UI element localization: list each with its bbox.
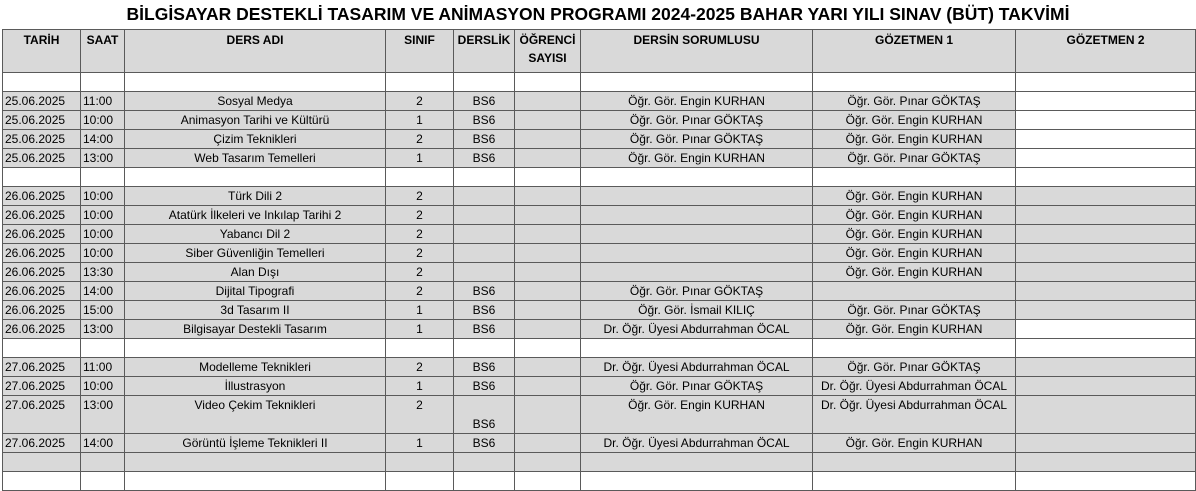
cell-gozetmen2	[1016, 225, 1196, 244]
cell-derslik	[454, 263, 515, 282]
table-row	[3, 434, 1196, 453]
cell-sorumlu: Öğr. Gör. Pınar GÖKTAŞ	[581, 111, 813, 130]
table-row	[3, 263, 1196, 282]
cell-tarih: 25.06.2025	[3, 111, 81, 130]
cell-ders-adi: Çizim Teknikleri	[125, 130, 386, 149]
cell-derslik: BS6	[454, 396, 515, 434]
cell-saat: 14:00	[81, 434, 125, 453]
table-row	[3, 130, 1196, 149]
table-row	[3, 149, 1196, 168]
cell-ders-adi: Video Çekim Teknikleri	[125, 396, 386, 434]
cell-gozetmen1: Öğr. Gör. Engin KURHAN	[813, 206, 1016, 225]
cell-gozetmen2	[1016, 149, 1196, 168]
cell-sinif: 2	[386, 92, 454, 111]
header-row	[3, 30, 1196, 73]
cell-derslik: BS6	[454, 282, 515, 301]
table-cell	[1016, 73, 1196, 92]
cell-ogrenci-sayisi	[515, 377, 581, 396]
table-cell	[386, 73, 454, 92]
cell-sinif: 1	[386, 301, 454, 320]
cell-derslik: BS6	[454, 92, 515, 111]
cell-saat: 10:00	[81, 377, 125, 396]
cell-ders-adi: Yabancı Dil 2	[125, 225, 386, 244]
table-cell	[1016, 472, 1196, 491]
cell-gozetmen1: Öğr. Gör. Engin KURHAN	[813, 263, 1016, 282]
table-cell	[813, 453, 1016, 472]
cell-derslik	[454, 244, 515, 263]
cell-saat: 10:00	[81, 111, 125, 130]
exam-schedule-table	[2, 29, 1196, 491]
table-cell	[515, 339, 581, 358]
cell-derslik: BS6	[454, 358, 515, 377]
cell-ders-adi: Türk Dili 2	[125, 187, 386, 206]
header-derslik: DERSLİK	[454, 30, 515, 73]
cell-ogrenci-sayisi	[515, 149, 581, 168]
cell-gozetmen2	[1016, 377, 1196, 396]
cell-tarih: 26.06.2025	[3, 282, 81, 301]
cell-ogrenci-sayisi	[515, 130, 581, 149]
cell-derslik: BS6	[454, 434, 515, 453]
cell-saat: 10:00	[81, 244, 125, 263]
table-cell	[813, 73, 1016, 92]
table-cell	[515, 73, 581, 92]
cell-derslik: BS6	[454, 111, 515, 130]
cell-ders-adi: Modelleme Teknikleri	[125, 358, 386, 377]
table-cell	[581, 73, 813, 92]
cell-ogrenci-sayisi	[515, 111, 581, 130]
cell-sinif: 2	[386, 263, 454, 282]
header-ogrenci-sayisi	[515, 30, 581, 73]
cell-sorumlu: Dr. Öğr. Üyesi Abdurrahman ÖCAL	[581, 320, 813, 339]
cell-gozetmen1: Öğr. Gör. Engin KURHAN	[813, 434, 1016, 453]
header-ogrenci-line1: ÖĞRENCİ	[519, 33, 576, 47]
table-cell	[81, 472, 125, 491]
table-cell	[125, 73, 386, 92]
cell-sinif: 2	[386, 358, 454, 377]
cell-tarih: 27.06.2025	[3, 358, 81, 377]
table-cell	[81, 73, 125, 92]
cell-ogrenci-sayisi	[515, 244, 581, 263]
table-cell	[813, 339, 1016, 358]
cell-saat: 14:00	[81, 130, 125, 149]
cell-saat: 13:30	[81, 263, 125, 282]
cell-tarih: 25.06.2025	[3, 149, 81, 168]
cell-sorumlu	[581, 225, 813, 244]
cell-sorumlu: Dr. Öğr. Üyesi Abdurrahman ÖCAL	[581, 358, 813, 377]
cell-ogrenci-sayisi	[515, 206, 581, 225]
table-cell	[1016, 339, 1196, 358]
table-cell	[454, 168, 515, 187]
cell-gozetmen1: Dr. Öğr. Üyesi Abdurrahman ÖCAL	[813, 396, 1016, 434]
cell-derslik: BS6	[454, 377, 515, 396]
cell-sorumlu	[581, 187, 813, 206]
cell-derslik: BS6	[454, 149, 515, 168]
table-row	[3, 301, 1196, 320]
cell-sorumlu: Öğr. Gör. Pınar GÖKTAŞ	[581, 377, 813, 396]
table-row	[3, 206, 1196, 225]
cell-ders-adi: Bilgisayar Destekli Tasarım	[125, 320, 386, 339]
cell-ogrenci-sayisi	[515, 92, 581, 111]
cell-sinif: 2	[386, 244, 454, 263]
cell-derslik	[454, 187, 515, 206]
cell-ogrenci-sayisi	[515, 434, 581, 453]
cell-gozetmen1	[813, 282, 1016, 301]
cell-gozetmen1: Öğr. Gör. Engin KURHAN	[813, 111, 1016, 130]
table-row	[3, 377, 1196, 396]
cell-ders-adi: İllustrasyon	[125, 377, 386, 396]
header-tarih: TARİH	[3, 30, 81, 73]
cell-sinif: 1	[386, 149, 454, 168]
table-cell	[515, 168, 581, 187]
cell-tarih: 26.06.2025	[3, 244, 81, 263]
table-cell	[581, 472, 813, 491]
cell-sorumlu	[581, 206, 813, 225]
cell-sorumlu: Öğr. Gör. Engin KURHAN	[581, 92, 813, 111]
cell-ders-adi: Web Tasarım Temelleri	[125, 149, 386, 168]
table-row	[3, 244, 1196, 263]
cell-gozetmen1: Öğr. Gör. Engin KURHAN	[813, 225, 1016, 244]
cell-gozetmen1: Öğr. Gör. Engin KURHAN	[813, 130, 1016, 149]
table-cell	[125, 453, 386, 472]
cell-sinif: 2	[386, 206, 454, 225]
cell-gozetmen1: Öğr. Gör. Pınar GÖKTAŞ	[813, 92, 1016, 111]
table-row	[3, 187, 1196, 206]
cell-ders-adi: Alan Dışı	[125, 263, 386, 282]
cell-gozetmen1: Öğr. Gör. Engin KURHAN	[813, 187, 1016, 206]
cell-ders-adi: Görüntü İşleme Teknikleri II	[125, 434, 386, 453]
cell-gozetmen2	[1016, 244, 1196, 263]
table-cell	[125, 472, 386, 491]
cell-tarih: 26.06.2025	[3, 301, 81, 320]
table-cell	[581, 339, 813, 358]
cell-sinif: 2	[386, 187, 454, 206]
cell-gozetmen2	[1016, 434, 1196, 453]
table-cell	[454, 453, 515, 472]
header-gozetmen1: GÖZETMEN 1	[813, 30, 1016, 73]
table-cell	[1016, 453, 1196, 472]
cell-tarih: 27.06.2025	[3, 396, 81, 434]
table-cell	[581, 453, 813, 472]
cell-ogrenci-sayisi	[515, 263, 581, 282]
table-cell	[813, 472, 1016, 491]
cell-gozetmen2	[1016, 111, 1196, 130]
cell-tarih: 26.06.2025	[3, 263, 81, 282]
cell-sinif: 1	[386, 377, 454, 396]
cell-tarih: 25.06.2025	[3, 130, 81, 149]
cell-ders-adi: Sosyal Medya	[125, 92, 386, 111]
table-cell	[3, 453, 81, 472]
table-cell	[81, 453, 125, 472]
cell-gozetmen2	[1016, 320, 1196, 339]
table-cell	[3, 73, 81, 92]
header-sinif: SINIF	[386, 30, 454, 73]
cell-gozetmen1: Dr. Öğr. Üyesi Abdurrahman ÖCAL	[813, 377, 1016, 396]
cell-derslik: BS6	[454, 320, 515, 339]
cell-tarih: 27.06.2025	[3, 377, 81, 396]
table-cell	[125, 168, 386, 187]
table-cell	[454, 339, 515, 358]
cell-saat: 11:00	[81, 358, 125, 377]
table-cell	[813, 168, 1016, 187]
cell-gozetmen2	[1016, 301, 1196, 320]
cell-sinif: 2	[386, 282, 454, 301]
cell-ders-adi: 3d Tasarım II	[125, 301, 386, 320]
table-row	[3, 225, 1196, 244]
cell-ders-adi: Dijital Tipografi	[125, 282, 386, 301]
table-cell	[454, 472, 515, 491]
cell-saat: 14:00	[81, 282, 125, 301]
blank-row	[3, 453, 1196, 472]
cell-sorumlu: Öğr. Gör. İsmail KILIÇ	[581, 301, 813, 320]
header-ders-adi: DERS ADI	[125, 30, 386, 73]
table-cell	[515, 453, 581, 472]
cell-sorumlu: Dr. Öğr. Üyesi Abdurrahman ÖCAL	[581, 434, 813, 453]
table-cell	[515, 472, 581, 491]
cell-gozetmen1: Öğr. Gör. Pınar GÖKTAŞ	[813, 149, 1016, 168]
table-row	[3, 111, 1196, 130]
cell-gozetmen2	[1016, 92, 1196, 111]
cell-sinif: 2	[386, 396, 454, 434]
cell-ogrenci-sayisi	[515, 396, 581, 434]
cell-sorumlu	[581, 263, 813, 282]
cell-saat: 11:00	[81, 92, 125, 111]
header-gozetmen2: GÖZETMEN 2	[1016, 30, 1196, 73]
cell-saat: 13:00	[81, 320, 125, 339]
header-ogrenci-line2: SAYISI	[528, 51, 567, 65]
cell-saat: 13:00	[81, 149, 125, 168]
table-cell	[81, 339, 125, 358]
cell-sinif: 1	[386, 434, 454, 453]
blank-row	[3, 73, 1196, 92]
cell-gozetmen1: Öğr. Gör. Pınar GÖKTAŞ	[813, 301, 1016, 320]
cell-ogrenci-sayisi	[515, 301, 581, 320]
cell-sorumlu: Öğr. Gör. Pınar GÖKTAŞ	[581, 130, 813, 149]
table-cell	[3, 472, 81, 491]
cell-derslik	[454, 206, 515, 225]
cell-sinif: 1	[386, 111, 454, 130]
table-cell	[386, 453, 454, 472]
cell-gozetmen1: Öğr. Gör. Pınar GÖKTAŞ	[813, 358, 1016, 377]
cell-tarih: 25.06.2025	[3, 92, 81, 111]
cell-gozetmen2	[1016, 282, 1196, 301]
cell-ders-adi: Animasyon Tarihi ve Kültürü	[125, 111, 386, 130]
cell-sinif: 1	[386, 320, 454, 339]
cell-sorumlu	[581, 244, 813, 263]
cell-saat: 15:00	[81, 301, 125, 320]
cell-saat: 10:00	[81, 206, 125, 225]
table-cell	[386, 339, 454, 358]
cell-sorumlu: Öğr. Gör. Pınar GÖKTAŞ	[581, 282, 813, 301]
cell-sorumlu: Öğr. Gör. Engin KURHAN	[581, 149, 813, 168]
cell-ogrenci-sayisi	[515, 320, 581, 339]
cell-derslik: BS6	[454, 301, 515, 320]
cell-sorumlu: Öğr. Gör. Engin KURHAN	[581, 396, 813, 434]
table-cell	[386, 168, 454, 187]
cell-saat: 10:00	[81, 187, 125, 206]
cell-tarih: 26.06.2025	[3, 225, 81, 244]
cell-ogrenci-sayisi	[515, 282, 581, 301]
cell-ders-adi: Atatürk İlkeleri ve Inkılap Tarihi 2	[125, 206, 386, 225]
cell-gozetmen2	[1016, 263, 1196, 282]
page-title: BİLGİSAYAR DESTEKLİ TASARIM VE ANİMASYON PROGRAMI 2024-2025 BAHAR YARI YILI SINAV (BÜT) TAKVİMİ	[126, 4, 1070, 24]
table-cell	[454, 73, 515, 92]
table-cell	[386, 472, 454, 491]
cell-tarih: 27.06.2025	[3, 434, 81, 453]
header-saat: SAAT	[81, 30, 125, 73]
cell-gozetmen2	[1016, 187, 1196, 206]
table-row	[3, 92, 1196, 111]
blank-row	[3, 339, 1196, 358]
table-row	[3, 282, 1196, 301]
blank-row	[3, 168, 1196, 187]
table-cell	[81, 168, 125, 187]
cell-gozetmen2	[1016, 206, 1196, 225]
table-row	[3, 396, 1196, 434]
table-row	[3, 358, 1196, 377]
table-cell	[3, 168, 81, 187]
cell-derslik: BS6	[454, 130, 515, 149]
table-row	[3, 320, 1196, 339]
cell-ogrenci-sayisi	[515, 358, 581, 377]
blank-row	[3, 472, 1196, 491]
header-sorumlu: DERSİN SORUMLUSU	[581, 30, 813, 73]
table-cell	[1016, 168, 1196, 187]
table-cell	[125, 339, 386, 358]
cell-ogrenci-sayisi	[515, 187, 581, 206]
cell-derslik	[454, 225, 515, 244]
cell-tarih: 26.06.2025	[3, 206, 81, 225]
table-cell	[3, 339, 81, 358]
cell-saat: 10:00	[81, 225, 125, 244]
cell-tarih: 26.06.2025	[3, 187, 81, 206]
cell-ogrenci-sayisi	[515, 225, 581, 244]
cell-sinif: 2	[386, 225, 454, 244]
cell-gozetmen1: Öğr. Gör. Engin KURHAN	[813, 244, 1016, 263]
cell-gozetmen2	[1016, 130, 1196, 149]
cell-sinif: 2	[386, 130, 454, 149]
cell-gozetmen2	[1016, 358, 1196, 377]
cell-gozetmen1: Öğr. Gör. Engin KURHAN	[813, 320, 1016, 339]
cell-gozetmen2	[1016, 396, 1196, 434]
cell-ders-adi: Siber Güvenliğin Temelleri	[125, 244, 386, 263]
cell-tarih: 26.06.2025	[3, 320, 81, 339]
table-cell	[581, 168, 813, 187]
cell-saat: 13:00	[81, 396, 125, 434]
